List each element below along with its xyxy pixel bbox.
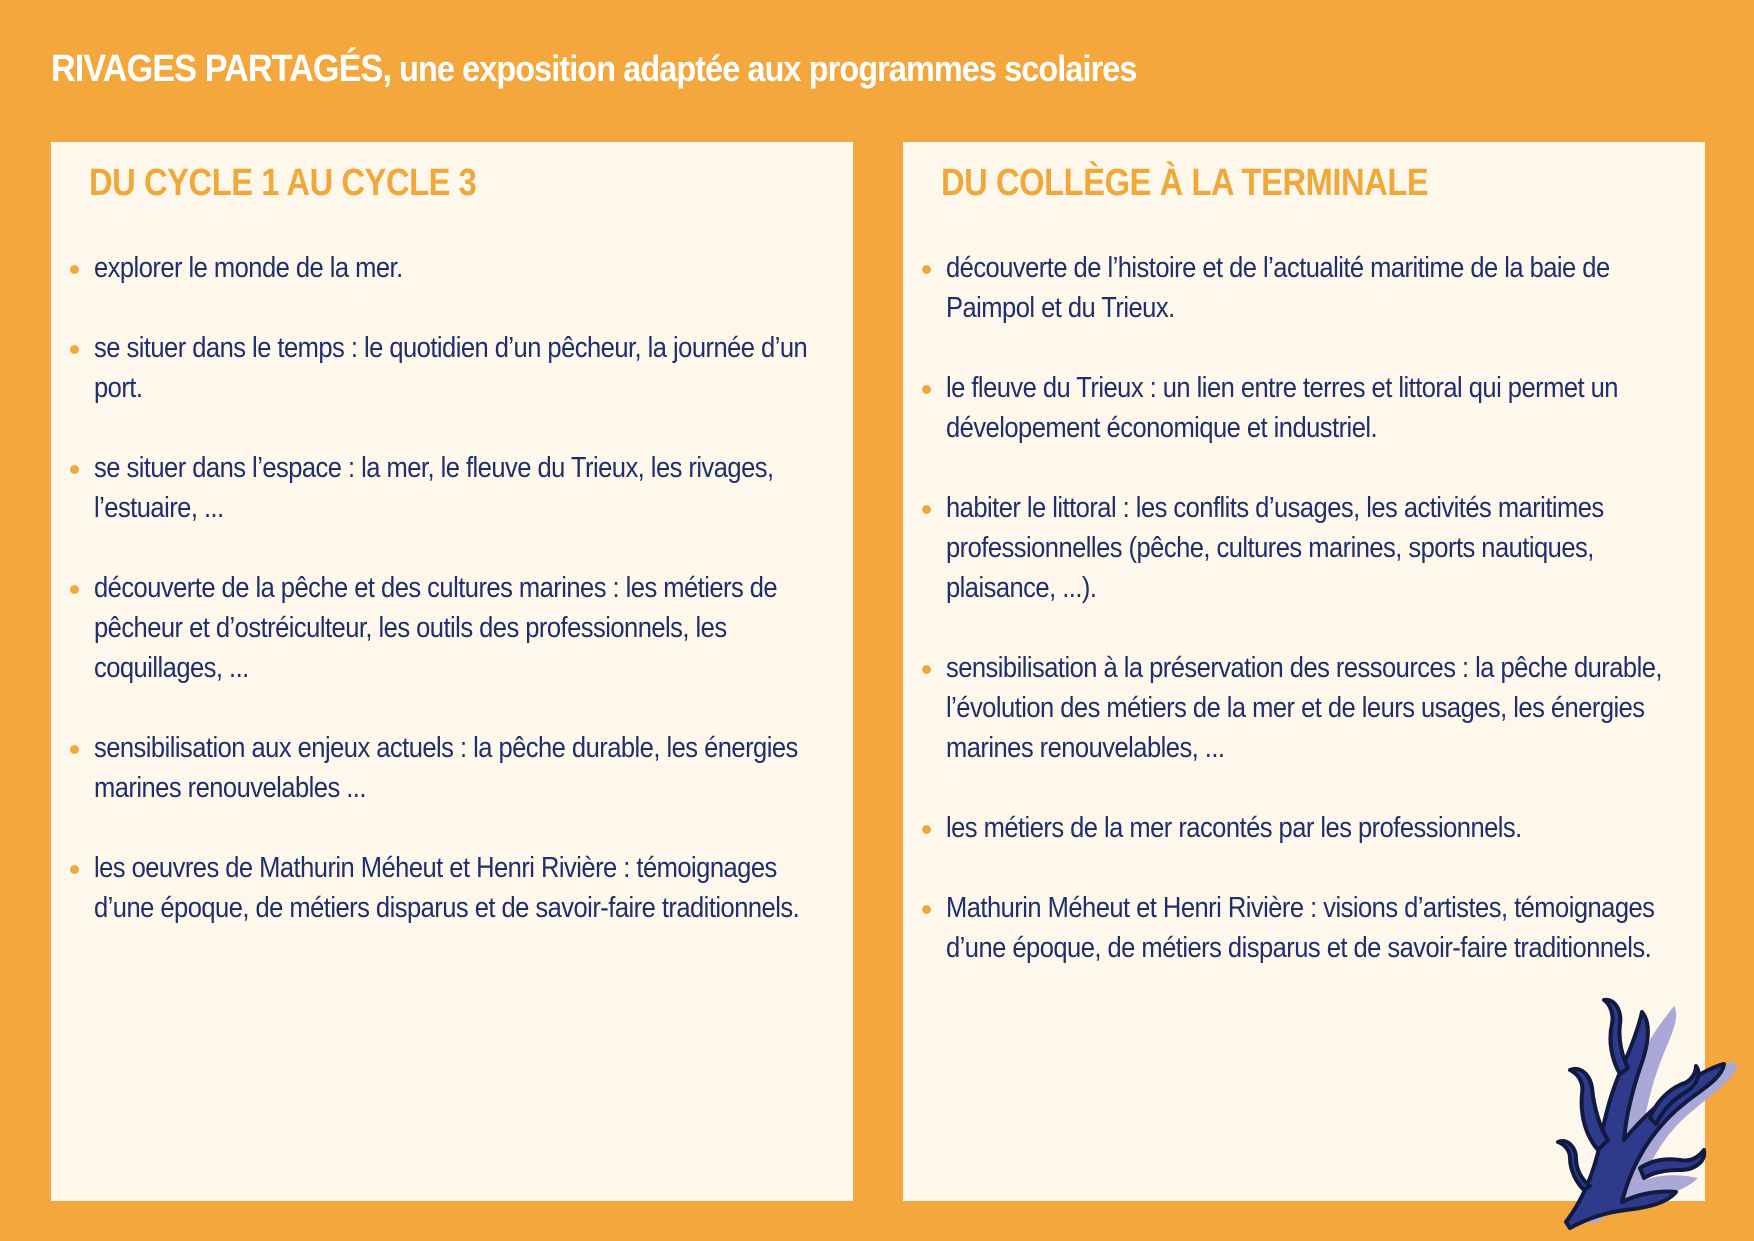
bullet-icon [922, 905, 931, 914]
list-item [903, 648, 1705, 768]
list-item [51, 328, 853, 408]
page-title [51, 48, 1137, 91]
bullet-icon [922, 385, 931, 394]
bullet-icon [922, 265, 931, 274]
panel-title: DU CYCLE 1 AU CYCLE 3 [89, 162, 477, 204]
list-item [51, 448, 853, 528]
bullet-icon [70, 585, 79, 594]
bullet-icon [70, 865, 79, 874]
bullet-icon [70, 465, 79, 474]
page-subtitle: une exposition adaptée aux programmes scolaires [391, 48, 1137, 89]
list-item-text: sensibilisation à la préservation des ressources : la pêche durable, l’évolution des métiers de la mer et de leurs usages, les énergies marines renouvelables, ... [946, 652, 1662, 764]
panel-title: DU COLLÈGE À LA TERMINALE [941, 162, 1429, 204]
bullet-icon [70, 265, 79, 274]
list-item-text: le fleuve du Trieux : un lien entre terres et littoral qui permet un dévelopement économique et industriel. [946, 372, 1618, 444]
list-item [51, 248, 853, 288]
bullet-list [51, 248, 853, 968]
list-item-text: les oeuvres de Mathurin Méheut et Henri Rivière : témoignages d’une époque, de métiers disparus et de savoir-faire traditionnels. [94, 852, 800, 924]
list-item [903, 368, 1705, 448]
list-item-text: habiter le littoral : les conflits d’usages, les activités maritimes professionnelles (pêche, cultures marines, sports nautiques, plaisance, ...). [946, 492, 1604, 604]
bullet-icon [70, 345, 79, 354]
list-item-text: se situer dans le temps : le quotidien d’un pêcheur, la journée d’un port. [94, 332, 808, 404]
bullet-icon [922, 505, 931, 514]
list-item [903, 808, 1705, 848]
list-item-text: Mathurin Méheut et Henri Rivière : visions d’artistes, témoignages d’une époque, de métiers disparus et de savoir-faire traditionnels. [946, 892, 1655, 964]
list-item [903, 888, 1705, 968]
list-item [903, 488, 1705, 608]
list-item-text: explorer le monde de la mer. [94, 252, 403, 284]
exhibition-name: RIVAGES PARTAGÉS, [51, 48, 392, 90]
list-item-text: découverte de l’histoire et de l’actualité maritime de la baie de Paimpol et du Trieux. [946, 252, 1610, 324]
list-item-text: découverte de la pêche et des cultures marines : les métiers de pêcheur et d’ostréiculteur, les outils des professionnels, les coquillages, ... [94, 572, 778, 684]
cycle-1-3-panel [51, 142, 853, 1201]
list-item [51, 568, 853, 688]
bullet-icon [70, 745, 79, 754]
list-item-text: les métiers de la mer racontés par les professionnels. [946, 812, 1522, 844]
list-item [903, 248, 1705, 328]
list-item [51, 848, 853, 928]
list-item-text: se situer dans l’espace : la mer, le fleuve du Trieux, les rivages, l’estuaire, ... [94, 452, 774, 524]
bullet-icon [922, 665, 931, 674]
list-item-text: sensibilisation aux enjeux actuels : la pêche durable, les énergies marines renouvelables ... [94, 732, 798, 804]
list-item [51, 728, 853, 808]
bullet-list [903, 248, 1705, 1008]
seaweed-icon [1540, 990, 1740, 1230]
bullet-icon [922, 825, 931, 834]
